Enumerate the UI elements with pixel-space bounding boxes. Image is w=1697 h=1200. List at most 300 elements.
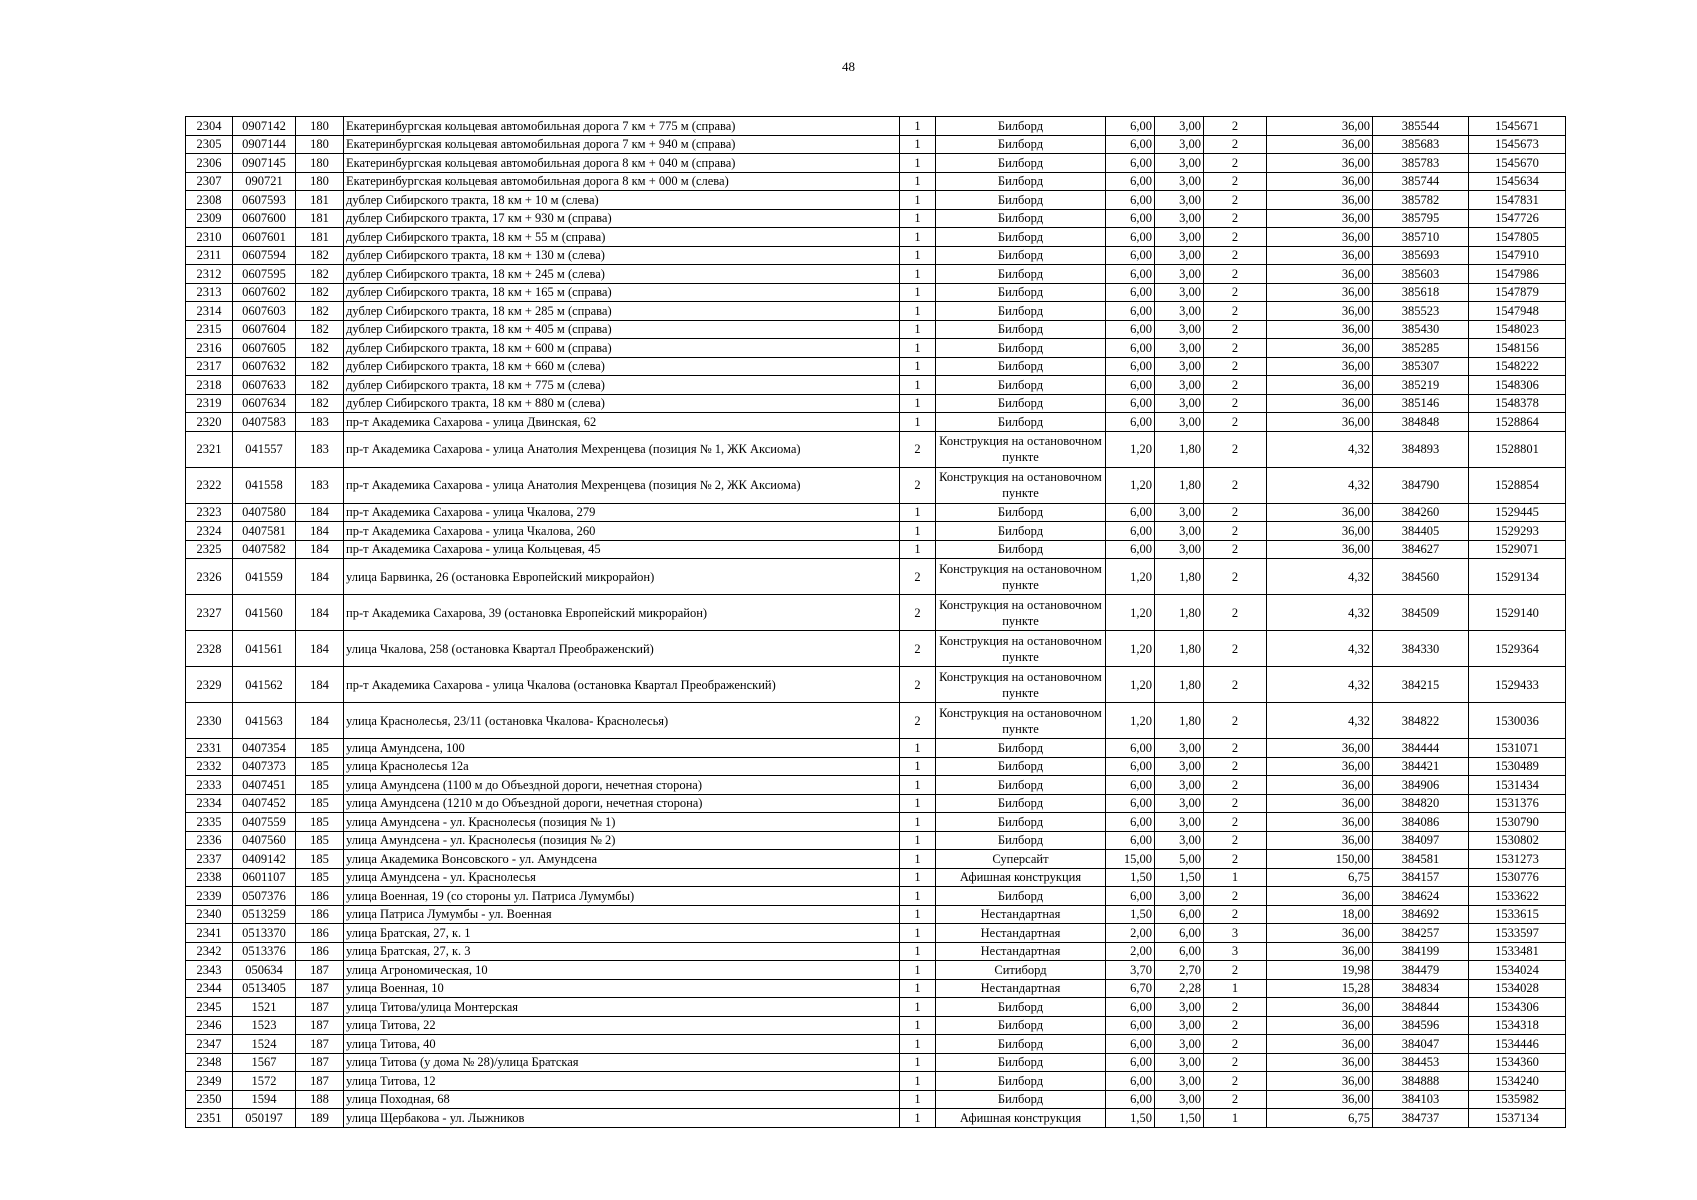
sides-type-cell: 1: [900, 831, 936, 850]
address-cell: улица Академика Вонсовского - ул. Амундсена: [344, 850, 900, 869]
structure-code-cell: 0607600: [233, 209, 296, 228]
row-number-cell: 2337: [186, 850, 233, 869]
area-cell: 36,00: [1267, 209, 1373, 228]
table-row: [186, 961, 1566, 980]
sides-count-cell: 2: [1204, 703, 1267, 739]
zone-number-cell: 183: [296, 467, 344, 503]
height-cell: 3,00: [1155, 1072, 1204, 1091]
sides-type-cell: 1: [900, 191, 936, 210]
width-cell: 6,00: [1106, 302, 1155, 321]
zone-number-cell: 182: [296, 357, 344, 376]
area-cell: 36,00: [1267, 302, 1373, 321]
sides-type-cell: 1: [900, 265, 936, 284]
sides-count-cell: 2: [1204, 831, 1267, 850]
area-cell: 36,00: [1267, 540, 1373, 559]
structure-code-cell: 090721: [233, 172, 296, 191]
zone-number-cell: 187: [296, 1053, 344, 1072]
coord-y-cell: 1547831: [1469, 191, 1566, 210]
coord-x-cell: 385285: [1373, 339, 1469, 358]
zone-number-cell: 182: [296, 246, 344, 265]
coord-y-cell: 1547726: [1469, 209, 1566, 228]
structure-type-cell: Билборд: [936, 376, 1106, 395]
sides-count-cell: 2: [1204, 283, 1267, 302]
coord-x-cell: 384479: [1373, 961, 1469, 980]
address-cell: улица Щербакова - ул. Лыжников: [344, 1109, 900, 1128]
table-row: [186, 905, 1566, 924]
sides-count-cell: 2: [1204, 191, 1267, 210]
coord-x-cell: 385544: [1373, 117, 1469, 136]
coord-y-cell: 1530776: [1469, 868, 1566, 887]
coord-y-cell: 1534240: [1469, 1072, 1566, 1091]
structure-code-cell: 1524: [233, 1035, 296, 1054]
table-row: [186, 757, 1566, 776]
coord-y-cell: 1534028: [1469, 979, 1566, 998]
sides-type-cell: 1: [900, 739, 936, 758]
sides-type-cell: 2: [900, 631, 936, 667]
sides-type-cell: 1: [900, 172, 936, 191]
address-cell: улица Братская, 27, к. 1: [344, 924, 900, 943]
row-number-cell: 2330: [186, 703, 233, 739]
zone-number-cell: 186: [296, 905, 344, 924]
sides-type-cell: 1: [900, 1072, 936, 1091]
table-row: [186, 739, 1566, 758]
width-cell: 1,20: [1106, 559, 1155, 595]
width-cell: 6,00: [1106, 246, 1155, 265]
zone-number-cell: 185: [296, 776, 344, 795]
coord-x-cell: 385693: [1373, 246, 1469, 265]
height-cell: 3,00: [1155, 339, 1204, 358]
area-cell: 36,00: [1267, 757, 1373, 776]
width-cell: 1,20: [1106, 431, 1155, 467]
table-row: [186, 813, 1566, 832]
width-cell: 6,00: [1106, 757, 1155, 776]
width-cell: 6,00: [1106, 320, 1155, 339]
sides-count-cell: 2: [1204, 522, 1267, 541]
coord-y-cell: 1537134: [1469, 1109, 1566, 1128]
height-cell: 1,80: [1155, 631, 1204, 667]
coord-y-cell: 1535982: [1469, 1090, 1566, 1109]
area-cell: 150,00: [1267, 850, 1373, 869]
structure-type-cell: Билборд: [936, 503, 1106, 522]
height-cell: 2,28: [1155, 979, 1204, 998]
height-cell: 3,00: [1155, 320, 1204, 339]
sides-count-cell: 2: [1204, 265, 1267, 284]
structure-type-cell: Билборд: [936, 1016, 1106, 1035]
structure-type-cell: Билборд: [936, 998, 1106, 1017]
coord-y-cell: 1547910: [1469, 246, 1566, 265]
table-row: [186, 667, 1566, 703]
table-row: [186, 942, 1566, 961]
sides-count-cell: 2: [1204, 905, 1267, 924]
area-cell: 36,00: [1267, 813, 1373, 832]
address-cell: пр-т Академика Сахарова - улица Чкалова (остановка Квартал Преображенский): [344, 667, 900, 703]
coord-x-cell: 384893: [1373, 431, 1469, 467]
height-cell: 3,00: [1155, 246, 1204, 265]
table-row: [186, 776, 1566, 795]
row-number-cell: 2321: [186, 431, 233, 467]
coord-y-cell: 1545670: [1469, 154, 1566, 173]
coord-y-cell: 1534024: [1469, 961, 1566, 980]
height-cell: 3,00: [1155, 776, 1204, 795]
width-cell: 1,50: [1106, 1109, 1155, 1128]
structure-type-cell: Конструкция на остановочном пункте: [936, 631, 1106, 667]
height-cell: 1,50: [1155, 868, 1204, 887]
coord-x-cell: 385603: [1373, 265, 1469, 284]
width-cell: 6,00: [1106, 117, 1155, 136]
row-number-cell: 2319: [186, 394, 233, 413]
structure-type-cell: Афишная конструкция: [936, 1109, 1106, 1128]
address-cell: пр-т Академика Сахарова - улица Двинская, 62: [344, 413, 900, 432]
coord-y-cell: 1548378: [1469, 394, 1566, 413]
coord-y-cell: 1530790: [1469, 813, 1566, 832]
coord-y-cell: 1534318: [1469, 1016, 1566, 1035]
structure-type-cell: Конструкция на остановочном пункте: [936, 559, 1106, 595]
area-cell: 4,32: [1267, 703, 1373, 739]
coord-x-cell: 384848: [1373, 413, 1469, 432]
zone-number-cell: 188: [296, 1090, 344, 1109]
coord-y-cell: 1534446: [1469, 1035, 1566, 1054]
sides-type-cell: 2: [900, 595, 936, 631]
width-cell: 6,00: [1106, 831, 1155, 850]
area-cell: 36,00: [1267, 283, 1373, 302]
address-cell: улица Амундсена - ул. Краснолесья (позиция № 2): [344, 831, 900, 850]
sides-count-cell: 2: [1204, 467, 1267, 503]
sides-type-cell: 1: [900, 1016, 936, 1035]
sides-type-cell: 1: [900, 1090, 936, 1109]
zone-number-cell: 185: [296, 868, 344, 887]
width-cell: 6,00: [1106, 339, 1155, 358]
address-cell: улица Военная, 19 (со стороны ул. Патриса Лумумбы): [344, 887, 900, 906]
table-row: [186, 467, 1566, 503]
coord-y-cell: 1547948: [1469, 302, 1566, 321]
height-cell: 3,00: [1155, 831, 1204, 850]
row-number-cell: 2309: [186, 209, 233, 228]
table-row: [186, 283, 1566, 302]
sides-count-cell: 2: [1204, 757, 1267, 776]
zone-number-cell: 189: [296, 1109, 344, 1128]
width-cell: 6,00: [1106, 135, 1155, 154]
area-cell: 36,00: [1267, 1090, 1373, 1109]
coord-x-cell: 385683: [1373, 135, 1469, 154]
sides-count-cell: 2: [1204, 135, 1267, 154]
structure-type-cell: Билборд: [936, 813, 1106, 832]
zone-number-cell: 180: [296, 135, 344, 154]
width-cell: 1,20: [1106, 703, 1155, 739]
structure-code-cell: 0607605: [233, 339, 296, 358]
sides-count-cell: 1: [1204, 979, 1267, 998]
table-row: [186, 357, 1566, 376]
sides-type-cell: 2: [900, 559, 936, 595]
sides-count-cell: 2: [1204, 154, 1267, 173]
address-cell: улица Амундсена (1210 м до Объездной дороги, нечетная сторона): [344, 794, 900, 813]
height-cell: 6,00: [1155, 942, 1204, 961]
sides-count-cell: 2: [1204, 1016, 1267, 1035]
sides-type-cell: 1: [900, 776, 936, 795]
sides-type-cell: 1: [900, 850, 936, 869]
address-cell: улица Походная, 68: [344, 1090, 900, 1109]
sides-count-cell: 2: [1204, 503, 1267, 522]
area-cell: 36,00: [1267, 503, 1373, 522]
structure-code-cell: 0907142: [233, 117, 296, 136]
structure-type-cell: Билборд: [936, 117, 1106, 136]
row-number-cell: 2328: [186, 631, 233, 667]
table-row: [186, 1053, 1566, 1072]
width-cell: 6,00: [1106, 283, 1155, 302]
advertising-structures-table: [185, 116, 1566, 1128]
width-cell: 6,00: [1106, 813, 1155, 832]
height-cell: 6,00: [1155, 905, 1204, 924]
height-cell: 3,00: [1155, 1090, 1204, 1109]
coord-y-cell: 1533481: [1469, 942, 1566, 961]
table-row: [186, 265, 1566, 284]
structure-code-cell: 0907144: [233, 135, 296, 154]
zone-number-cell: 187: [296, 961, 344, 980]
width-cell: 1,20: [1106, 631, 1155, 667]
coord-y-cell: 1548222: [1469, 357, 1566, 376]
width-cell: 1,50: [1106, 905, 1155, 924]
address-cell: дублер Сибирского тракта, 17 км + 930 м (справа): [344, 209, 900, 228]
address-cell: дублер Сибирского тракта, 18 км + 245 м (слева): [344, 265, 900, 284]
zone-number-cell: 180: [296, 154, 344, 173]
height-cell: 3,00: [1155, 376, 1204, 395]
width-cell: 6,00: [1106, 172, 1155, 191]
structure-code-cell: 041562: [233, 667, 296, 703]
zone-number-cell: 184: [296, 522, 344, 541]
table-row: [186, 209, 1566, 228]
structure-type-cell: Ситиборд: [936, 961, 1106, 980]
structure-code-cell: 0607601: [233, 228, 296, 247]
structure-type-cell: Конструкция на остановочном пункте: [936, 703, 1106, 739]
area-cell: 36,00: [1267, 942, 1373, 961]
coord-y-cell: 1533615: [1469, 905, 1566, 924]
structure-type-cell: Конструкция на остановочном пункте: [936, 595, 1106, 631]
sides-count-cell: 2: [1204, 431, 1267, 467]
structure-type-cell: Конструкция на остановочном пункте: [936, 431, 1106, 467]
structure-code-cell: 1572: [233, 1072, 296, 1091]
coord-x-cell: 385430: [1373, 320, 1469, 339]
structure-code-cell: 1594: [233, 1090, 296, 1109]
structure-code-cell: 0607602: [233, 283, 296, 302]
area-cell: 6,75: [1267, 1109, 1373, 1128]
coord-x-cell: 385219: [1373, 376, 1469, 395]
address-cell: дублер Сибирского тракта, 18 км + 405 м (справа): [344, 320, 900, 339]
row-number-cell: 2312: [186, 265, 233, 284]
address-cell: улица Амундсена (1100 м до Объездной дороги, нечетная сторона): [344, 776, 900, 795]
sides-count-cell: 2: [1204, 394, 1267, 413]
height-cell: 3,00: [1155, 135, 1204, 154]
coord-x-cell: 384405: [1373, 522, 1469, 541]
sides-count-cell: 2: [1204, 1090, 1267, 1109]
area-cell: 36,00: [1267, 265, 1373, 284]
height-cell: 3,00: [1155, 283, 1204, 302]
structure-code-cell: 1523: [233, 1016, 296, 1035]
sides-count-cell: 2: [1204, 172, 1267, 191]
area-cell: 36,00: [1267, 376, 1373, 395]
width-cell: 6,00: [1106, 265, 1155, 284]
row-number-cell: 2313: [186, 283, 233, 302]
structure-code-cell: 0907145: [233, 154, 296, 173]
width-cell: 3,70: [1106, 961, 1155, 980]
sides-count-cell: 3: [1204, 942, 1267, 961]
zone-number-cell: 184: [296, 667, 344, 703]
coord-y-cell: 1533597: [1469, 924, 1566, 943]
sides-type-cell: 1: [900, 1035, 936, 1054]
row-number-cell: 2322: [186, 467, 233, 503]
address-cell: дублер Сибирского тракта, 18 км + 285 м (справа): [344, 302, 900, 321]
zone-number-cell: 180: [296, 172, 344, 191]
coord-x-cell: 384257: [1373, 924, 1469, 943]
width-cell: 6,00: [1106, 776, 1155, 795]
table-body: [186, 117, 1566, 1128]
zone-number-cell: 185: [296, 794, 344, 813]
structure-code-cell: 0607632: [233, 357, 296, 376]
table-row: [186, 540, 1566, 559]
sides-count-cell: 2: [1204, 739, 1267, 758]
width-cell: 2,00: [1106, 924, 1155, 943]
sides-type-cell: 1: [900, 302, 936, 321]
sides-count-cell: 1: [1204, 1109, 1267, 1128]
coord-x-cell: 385744: [1373, 172, 1469, 191]
table-row: [186, 320, 1566, 339]
row-number-cell: 2348: [186, 1053, 233, 1072]
width-cell: 6,00: [1106, 503, 1155, 522]
coord-y-cell: 1531376: [1469, 794, 1566, 813]
area-cell: 36,00: [1267, 246, 1373, 265]
area-cell: 18,00: [1267, 905, 1373, 924]
structure-type-cell: Нестандартная: [936, 979, 1106, 998]
zone-number-cell: 184: [296, 559, 344, 595]
structure-type-cell: Билборд: [936, 246, 1106, 265]
coord-x-cell: 385307: [1373, 357, 1469, 376]
sides-type-cell: 1: [900, 154, 936, 173]
structure-type-cell: Билборд: [936, 522, 1106, 541]
height-cell: 3,00: [1155, 394, 1204, 413]
structure-code-cell: 0409142: [233, 850, 296, 869]
coord-x-cell: 384596: [1373, 1016, 1469, 1035]
address-cell: дублер Сибирского тракта, 18 км + 600 м (справа): [344, 339, 900, 358]
structure-code-cell: 050634: [233, 961, 296, 980]
zone-number-cell: 182: [296, 339, 344, 358]
sides-type-cell: 1: [900, 209, 936, 228]
sides-type-cell: 1: [900, 135, 936, 154]
width-cell: 6,00: [1106, 1035, 1155, 1054]
structure-code-cell: 041557: [233, 431, 296, 467]
area-cell: 36,00: [1267, 998, 1373, 1017]
area-cell: 36,00: [1267, 320, 1373, 339]
structure-code-cell: 0407373: [233, 757, 296, 776]
zone-number-cell: 187: [296, 1072, 344, 1091]
coord-y-cell: 1529071: [1469, 540, 1566, 559]
width-cell: 6,70: [1106, 979, 1155, 998]
sides-count-cell: 2: [1204, 413, 1267, 432]
table-row: [186, 503, 1566, 522]
coord-x-cell: 384834: [1373, 979, 1469, 998]
table-row: [186, 1109, 1566, 1128]
sides-count-cell: 2: [1204, 376, 1267, 395]
coord-x-cell: 384844: [1373, 998, 1469, 1017]
structure-type-cell: Билборд: [936, 357, 1106, 376]
sides-count-cell: 2: [1204, 357, 1267, 376]
height-cell: 3,00: [1155, 887, 1204, 906]
coord-y-cell: 1548306: [1469, 376, 1566, 395]
height-cell: 3,00: [1155, 757, 1204, 776]
address-cell: Екатеринбургская кольцевая автомобильная дорога 7 км + 775 м (справа): [344, 117, 900, 136]
address-cell: пр-т Академика Сахарова - улица Анатолия Мехренцева (позиция № 2, ЖК Аксиома): [344, 467, 900, 503]
sides-type-cell: 1: [900, 540, 936, 559]
height-cell: 3,00: [1155, 1035, 1204, 1054]
sides-count-cell: 2: [1204, 117, 1267, 136]
sides-type-cell: 1: [900, 998, 936, 1017]
height-cell: 1,80: [1155, 467, 1204, 503]
width-cell: 2,00: [1106, 942, 1155, 961]
zone-number-cell: 187: [296, 1016, 344, 1035]
structure-code-cell: 041560: [233, 595, 296, 631]
zone-number-cell: 182: [296, 283, 344, 302]
sides-count-cell: 1: [1204, 868, 1267, 887]
width-cell: 6,00: [1106, 1072, 1155, 1091]
table-row: [186, 924, 1566, 943]
height-cell: 1,50: [1155, 1109, 1204, 1128]
structure-code-cell: 0607595: [233, 265, 296, 284]
row-number-cell: 2346: [186, 1016, 233, 1035]
row-number-cell: 2338: [186, 868, 233, 887]
sides-type-cell: 2: [900, 431, 936, 467]
height-cell: 3,00: [1155, 813, 1204, 832]
address-cell: Екатеринбургская кольцевая автомобильная дорога 7 км + 940 м (справа): [344, 135, 900, 154]
coord-x-cell: 385795: [1373, 209, 1469, 228]
coord-x-cell: 384086: [1373, 813, 1469, 832]
height-cell: 3,00: [1155, 265, 1204, 284]
structure-type-cell: Билборд: [936, 757, 1106, 776]
coord-x-cell: 384737: [1373, 1109, 1469, 1128]
sides-type-cell: 1: [900, 942, 936, 961]
structure-type-cell: Билборд: [936, 831, 1106, 850]
area-cell: 36,00: [1267, 831, 1373, 850]
structure-type-cell: Билборд: [936, 339, 1106, 358]
structure-code-cell: 0601107: [233, 868, 296, 887]
address-cell: Екатеринбургская кольцевая автомобильная дорога 8 км + 000 м (слева): [344, 172, 900, 191]
height-cell: 3,00: [1155, 117, 1204, 136]
coord-y-cell: 1528864: [1469, 413, 1566, 432]
sides-type-cell: 1: [900, 357, 936, 376]
area-cell: 36,00: [1267, 1016, 1373, 1035]
sides-count-cell: 2: [1204, 961, 1267, 980]
area-cell: 4,32: [1267, 667, 1373, 703]
sides-type-cell: 2: [900, 667, 936, 703]
area-cell: 6,75: [1267, 868, 1373, 887]
coord-y-cell: 1529364: [1469, 631, 1566, 667]
table-row: [186, 850, 1566, 869]
width-cell: 6,00: [1106, 998, 1155, 1017]
row-number-cell: 2349: [186, 1072, 233, 1091]
zone-number-cell: 181: [296, 191, 344, 210]
address-cell: улица Титова, 22: [344, 1016, 900, 1035]
coord-x-cell: 384906: [1373, 776, 1469, 795]
structure-code-cell: 041558: [233, 467, 296, 503]
address-cell: улица Агрономическая, 10: [344, 961, 900, 980]
height-cell: 6,00: [1155, 924, 1204, 943]
coord-y-cell: 1528801: [1469, 431, 1566, 467]
area-cell: 36,00: [1267, 357, 1373, 376]
address-cell: дублер Сибирского тракта, 18 км + 880 м (слева): [344, 394, 900, 413]
address-cell: дублер Сибирского тракта, 18 км + 775 м (слева): [344, 376, 900, 395]
structure-code-cell: 0507376: [233, 887, 296, 906]
row-number-cell: 2331: [186, 739, 233, 758]
table-row: [186, 522, 1566, 541]
sides-count-cell: 2: [1204, 228, 1267, 247]
address-cell: дублер Сибирского тракта, 18 км + 660 м (слева): [344, 357, 900, 376]
table-row: [186, 246, 1566, 265]
